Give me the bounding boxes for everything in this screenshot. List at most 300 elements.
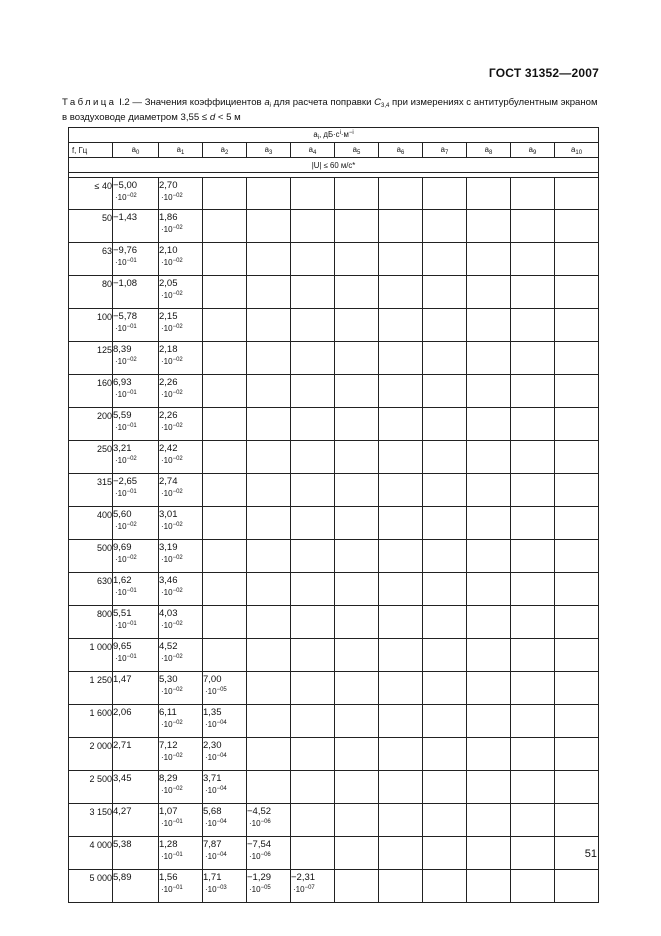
table-row	[69, 243, 599, 276]
coefficient-cell: −1,29 $\cdot 10^{-05}$	[247, 870, 291, 903]
coefficient-cell	[247, 178, 291, 210]
coefficient-cell	[423, 178, 467, 210]
frequency-cell: 5 000	[69, 870, 113, 903]
frequency-cell: 500	[69, 540, 113, 573]
caption-sub: i	[269, 103, 271, 109]
coefficient-cell	[423, 573, 467, 606]
coefficient-cell	[423, 606, 467, 639]
coefficient-cell: 2,10 $\cdot 10^{-02}$	[159, 243, 203, 276]
coefficient-cell	[555, 178, 599, 210]
coefficient-cell: 2,71	[113, 738, 159, 771]
coefficient-cell	[203, 441, 247, 474]
coefficient-cell: 5,30 $\cdot 10^{-02}$	[159, 672, 203, 705]
coefficient-cell	[291, 738, 335, 771]
coefficient-cell	[467, 870, 511, 903]
coefficient-cell: 7,12 $\cdot 10^{-02}$	[159, 738, 203, 771]
coefficient-cell	[335, 804, 379, 837]
caption-var: d	[209, 112, 216, 123]
coefficient-cell	[247, 705, 291, 738]
coefficient-cell	[511, 738, 555, 771]
coefficient-cell	[203, 573, 247, 606]
coefficient-cell: 3,19 $\cdot 10^{-02}$	[159, 540, 203, 573]
coefficient-cell	[555, 870, 599, 903]
coefficient-cell: 1,86 $\cdot 10^{-02}$	[159, 210, 203, 243]
coefficient-cell	[203, 375, 247, 408]
coefficient-cell	[335, 178, 379, 210]
coefficient-cell	[423, 243, 467, 276]
table-body	[69, 178, 599, 903]
coefficient-cell	[203, 507, 247, 540]
coefficient-cell	[511, 441, 555, 474]
caption-var: a	[264, 97, 270, 108]
coefficient-cell	[423, 342, 467, 375]
coefficient-cell	[467, 672, 511, 705]
coefficient-cell	[511, 342, 555, 375]
coefficient-cell	[247, 441, 291, 474]
coefficient-cell	[379, 342, 423, 375]
frequency-cell: 3 150	[69, 804, 113, 837]
coefficient-cell	[335, 639, 379, 672]
coefficient-cell	[291, 210, 335, 243]
coefficient-cell: 3,46 $\cdot 10^{-02}$	[159, 573, 203, 606]
coefficient-cell	[423, 738, 467, 771]
coefficient-cell	[291, 276, 335, 309]
coefficient-cell	[423, 210, 467, 243]
coefficient-cell: 9,65 $\cdot 10^{-01}$	[113, 639, 159, 672]
coefficient-cell	[511, 705, 555, 738]
coefficient-cell	[555, 243, 599, 276]
coefficient-cell	[555, 507, 599, 540]
coefficient-cell	[379, 441, 423, 474]
caption-text: при измерениях с антитурбулентным экраном в воздуховоде диаметром 3,55 ≤	[62, 97, 598, 123]
caption-text: < 5 м	[215, 112, 241, 123]
coefficient-cell	[379, 408, 423, 441]
coefficient-cell: 8,29 $\cdot 10^{-02}$	[159, 771, 203, 804]
coefficient-cell	[511, 606, 555, 639]
frequency-cell: 1 250	[69, 672, 113, 705]
frequency-cell: 4 000	[69, 837, 113, 870]
column-header-f: f, Гц	[69, 143, 113, 158]
coefficient-cell	[203, 408, 247, 441]
coefficient-cell: 3,45	[113, 771, 159, 804]
coefficient-cell: 2,74 $\cdot 10^{-02}$	[159, 474, 203, 507]
coefficient-cell	[291, 375, 335, 408]
coefficient-cell	[291, 837, 335, 870]
coefficient-cell	[247, 309, 291, 342]
coefficient-cell	[467, 178, 511, 210]
table-row	[69, 375, 599, 408]
coefficient-cell	[423, 804, 467, 837]
table-row	[69, 771, 599, 804]
coefficient-cell	[379, 738, 423, 771]
coefficient-cell	[291, 178, 335, 210]
frequency-cell: 50	[69, 210, 113, 243]
table-row	[69, 837, 599, 870]
coefficient-cell	[335, 606, 379, 639]
coefficient-cell	[555, 441, 599, 474]
coefficient-cell	[291, 243, 335, 276]
coefficient-cell	[247, 408, 291, 441]
coefficient-cell	[203, 243, 247, 276]
coefficient-cell: −2,31 $\cdot 10^{-07}$	[291, 870, 335, 903]
coefficient-cell	[511, 771, 555, 804]
coefficient-cell	[379, 573, 423, 606]
caption-text: для расчета поправки	[271, 97, 375, 108]
condition-row: |U| ≤ 60 м/с*	[69, 158, 599, 173]
coefficient-cell	[335, 474, 379, 507]
coefficient-cell	[335, 375, 379, 408]
coefficient-cell	[379, 276, 423, 309]
coefficient-cell	[247, 573, 291, 606]
table-row	[69, 540, 599, 573]
coefficient-cell: −9,76 $\cdot 10^{-01}$	[113, 243, 159, 276]
coefficient-cell	[511, 672, 555, 705]
coefficient-cell	[335, 210, 379, 243]
coefficient-cell: 2,26 $\cdot 10^{-02}$	[159, 408, 203, 441]
coefficient-cell	[203, 276, 247, 309]
coefficient-cell	[291, 342, 335, 375]
column-header-a7: $a_7$	[423, 143, 467, 158]
coefficient-cell	[379, 243, 423, 276]
coefficient-cell	[555, 540, 599, 573]
coefficient-cell	[511, 276, 555, 309]
coefficient-cell	[555, 408, 599, 441]
coefficient-cell	[291, 441, 335, 474]
coefficient-cell	[335, 408, 379, 441]
column-header-a10: $a_{10}$	[555, 143, 599, 158]
coefficient-cell	[379, 804, 423, 837]
coefficient-cell: 2,18 $\cdot 10^{-02}$	[159, 342, 203, 375]
coefficient-cell	[467, 441, 511, 474]
coefficient-cell	[423, 375, 467, 408]
coefficient-cell	[247, 507, 291, 540]
frequency-cell: 100	[69, 309, 113, 342]
coefficient-cell: 2,42 $\cdot 10^{-02}$	[159, 441, 203, 474]
coefficient-cell	[291, 672, 335, 705]
coefficient-cell	[335, 507, 379, 540]
coefficient-cell	[335, 243, 379, 276]
frequency-cell: 63	[69, 243, 113, 276]
coefficient-cell	[379, 606, 423, 639]
coefficient-cell	[203, 178, 247, 210]
coefficient-cell	[247, 672, 291, 705]
caption-label: Таблица	[62, 97, 117, 108]
coefficient-cell	[467, 540, 511, 573]
coefficient-cell	[511, 309, 555, 342]
coefficient-cell	[511, 243, 555, 276]
coefficient-cell: 1,71 $\cdot 10^{-03}$	[203, 870, 247, 903]
coefficient-cell: −1,08	[113, 276, 159, 309]
coefficient-cell	[379, 870, 423, 903]
table-row	[69, 408, 599, 441]
coefficient-cell	[379, 507, 423, 540]
coefficient-cell	[555, 672, 599, 705]
coefficient-cell	[379, 474, 423, 507]
frequency-cell: 1 600	[69, 705, 113, 738]
frequency-cell: 800	[69, 606, 113, 639]
coefficient-cell	[335, 540, 379, 573]
coefficient-cell: 1,35 $\cdot 10^{-04}$	[203, 705, 247, 738]
coefficient-cell: 1,28 $\cdot 10^{-01}$	[159, 837, 203, 870]
coefficient-cell	[291, 804, 335, 837]
table-row	[69, 606, 599, 639]
table-row	[69, 309, 599, 342]
coefficient-cell: 7,87 $\cdot 10^{-04}$	[203, 837, 247, 870]
coefficient-cell: 1,07 $\cdot 10^{-01}$	[159, 804, 203, 837]
coefficient-cell: 5,38	[113, 837, 159, 870]
coefficient-cell	[467, 342, 511, 375]
coefficient-cell	[291, 705, 335, 738]
table-row	[69, 573, 599, 606]
coefficient-cell: −7,54 $\cdot 10^{-06}$	[247, 837, 291, 870]
coefficient-cell	[423, 309, 467, 342]
frequency-cell: 80	[69, 276, 113, 309]
coefficient-cell	[291, 507, 335, 540]
coefficient-cell: −4,52 $\cdot 10^{-06}$	[247, 804, 291, 837]
coefficient-cell	[203, 540, 247, 573]
coefficient-cell	[203, 474, 247, 507]
coefficient-cell	[467, 837, 511, 870]
table-row	[69, 672, 599, 705]
coefficient-cell	[467, 606, 511, 639]
coefficient-cell	[555, 309, 599, 342]
table-row	[69, 639, 599, 672]
coefficient-cell	[423, 771, 467, 804]
frequency-cell: 400	[69, 507, 113, 540]
table-row	[69, 474, 599, 507]
coefficient-cell: 3,71 $\cdot 10^{-04}$	[203, 771, 247, 804]
coefficient-cell	[203, 210, 247, 243]
coefficient-cell	[335, 573, 379, 606]
frequency-cell: 160	[69, 375, 113, 408]
coefficient-cell	[423, 672, 467, 705]
coefficient-cell	[555, 210, 599, 243]
coefficient-cell	[423, 474, 467, 507]
coefficient-cell: 9,69 $\cdot 10^{-02}$	[113, 540, 159, 573]
coefficient-cell	[247, 606, 291, 639]
coefficient-cell	[511, 474, 555, 507]
coefficient-cell: 2,15 $\cdot 10^{-02}$	[159, 309, 203, 342]
table-row	[69, 804, 599, 837]
coefficient-cell	[467, 375, 511, 408]
coefficient-cell	[247, 474, 291, 507]
coefficient-cell	[467, 771, 511, 804]
coefficient-cell	[203, 606, 247, 639]
coefficient-cell: 6,93 $\cdot 10^{-01}$	[113, 375, 159, 408]
coefficient-cell: 5,68 $\cdot 10^{-04}$	[203, 804, 247, 837]
frequency-cell: 125	[69, 342, 113, 375]
caption-number: I.2	[119, 97, 130, 108]
coefficient-cell	[511, 540, 555, 573]
coefficient-cell: 3,01 $\cdot 10^{-02}$	[159, 507, 203, 540]
coefficient-cell	[511, 408, 555, 441]
coefficient-cell: 5,60 $\cdot 10^{-02}$	[113, 507, 159, 540]
coefficient-cell	[291, 309, 335, 342]
coefficient-cell	[291, 771, 335, 804]
coefficient-cell	[467, 507, 511, 540]
coefficient-cell	[555, 771, 599, 804]
table-row	[69, 507, 599, 540]
coefficient-cell: 5,59 $\cdot 10^{-01}$	[113, 408, 159, 441]
coefficient-cell	[511, 507, 555, 540]
table-row	[69, 870, 599, 903]
coefficient-cell	[511, 870, 555, 903]
page-number: 51	[584, 848, 597, 860]
coefficient-cell	[511, 375, 555, 408]
frequency-cell: 315	[69, 474, 113, 507]
coefficient-cell	[467, 573, 511, 606]
coefficient-cell	[335, 870, 379, 903]
table-row	[69, 738, 599, 771]
column-header-a5: $a_5$	[335, 143, 379, 158]
coefficient-cell: 2,30 $\cdot 10^{-04}$	[203, 738, 247, 771]
column-header-a1: $a_1$	[159, 143, 203, 158]
coefficient-cell	[379, 210, 423, 243]
coefficient-cell	[467, 474, 511, 507]
table-row	[69, 342, 599, 375]
coefficient-cell	[555, 474, 599, 507]
coefficient-cell: 3,21 $\cdot 10^{-02}$	[113, 441, 159, 474]
coefficient-cell	[247, 771, 291, 804]
coefficient-cell: −2,65 $\cdot 10^{-01}$	[113, 474, 159, 507]
coefficient-cell	[555, 606, 599, 639]
coefficient-cell	[335, 837, 379, 870]
coefficient-cell: 5,51 $\cdot 10^{-01}$	[113, 606, 159, 639]
coefficient-cell	[555, 738, 599, 771]
coefficient-cell	[335, 276, 379, 309]
caption-var: C	[374, 97, 382, 108]
coefficient-cell	[247, 210, 291, 243]
coefficient-cell	[423, 870, 467, 903]
table-row	[69, 178, 599, 210]
coefficient-cell	[423, 705, 467, 738]
frequency-cell: 2 500	[69, 771, 113, 804]
coefficient-cell: 4,52 $\cdot 10^{-02}$	[159, 639, 203, 672]
coefficient-cell	[467, 276, 511, 309]
coefficient-cell	[379, 837, 423, 870]
coefficient-cell	[511, 837, 555, 870]
coefficient-cell	[467, 639, 511, 672]
coefficient-cell	[247, 639, 291, 672]
coefficient-cell: 2,70 $\cdot 10^{-02}$	[159, 178, 203, 210]
coefficient-cell	[467, 738, 511, 771]
caption-sub: 3,4	[381, 103, 390, 109]
coefficient-cell	[423, 408, 467, 441]
caption-text: — Значения коэффициентов	[129, 97, 265, 108]
coefficient-cell	[555, 804, 599, 837]
coefficient-cell	[467, 210, 511, 243]
coefficient-cell	[423, 837, 467, 870]
coefficient-cell	[423, 540, 467, 573]
column-header-a0: $a_0$	[113, 143, 159, 158]
coefficient-cell	[555, 639, 599, 672]
coefficient-cell: −1,43	[113, 210, 159, 243]
coefficient-cell: 1,47	[113, 672, 159, 705]
coefficient-cell	[423, 507, 467, 540]
table-row	[69, 210, 599, 243]
coefficient-cell	[555, 342, 599, 375]
coefficient-cell: 6,11 $\cdot 10^{-02}$	[159, 705, 203, 738]
coefficient-cell	[511, 573, 555, 606]
coefficient-cell	[555, 276, 599, 309]
column-header-a6: $a_6$	[379, 143, 423, 158]
frequency-cell: 200	[69, 408, 113, 441]
coefficient-cell	[203, 309, 247, 342]
column-header-a4: $a_4$	[291, 143, 335, 158]
table-row	[69, 276, 599, 309]
coefficient-cell: 4,27	[113, 804, 159, 837]
coefficient-cell: 5,89	[113, 870, 159, 903]
coefficient-cell	[379, 178, 423, 210]
coefficient-cell	[379, 672, 423, 705]
coefficient-cell	[247, 243, 291, 276]
coefficient-cell	[511, 804, 555, 837]
coefficient-cell: 2,26 $\cdot 10^{-02}$	[159, 375, 203, 408]
table-row	[69, 705, 599, 738]
frequency-cell: 250	[69, 441, 113, 474]
table-caption	[62, 97, 600, 123]
coefficient-cell	[335, 342, 379, 375]
coefficient-cell	[379, 771, 423, 804]
frequency-cell: 1 000	[69, 639, 113, 672]
coefficient-cell	[379, 309, 423, 342]
coefficient-cell	[511, 210, 555, 243]
column-header-a3: $a_3$	[247, 143, 291, 158]
frequency-cell: 630	[69, 573, 113, 606]
coefficient-cell	[247, 738, 291, 771]
coefficient-cell	[467, 804, 511, 837]
coefficient-cell: 8,39 $\cdot 10^{-02}$	[113, 342, 159, 375]
document-id: ГОСТ 31352—2007	[488, 66, 599, 80]
coefficient-cell	[379, 540, 423, 573]
coefficient-cell	[247, 276, 291, 309]
coefficient-cell	[467, 408, 511, 441]
coefficient-cell	[247, 540, 291, 573]
coefficient-cell: 4,03 $\cdot 10^{-02}$	[159, 606, 203, 639]
coefficient-cell	[335, 672, 379, 705]
coefficient-cell	[423, 639, 467, 672]
coefficient-cell	[291, 573, 335, 606]
coefficient-cell	[291, 639, 335, 672]
coefficient-cell	[203, 639, 247, 672]
coefficient-cell	[467, 243, 511, 276]
coefficient-cell	[335, 441, 379, 474]
coefficient-cell	[379, 375, 423, 408]
column-header-a9: $a_9$	[511, 143, 555, 158]
coefficient-cell: −5,00 $\cdot 10^{-02}$	[113, 178, 159, 210]
coefficient-cell	[247, 342, 291, 375]
coefficient-cell	[423, 276, 467, 309]
coefficient-cell	[555, 375, 599, 408]
column-header-a2: $a_2$	[203, 143, 247, 158]
coefficient-cell	[291, 408, 335, 441]
coefficient-cell	[379, 639, 423, 672]
coefficient-cell: 1,62 $\cdot 10^{-01}$	[113, 573, 159, 606]
coefficient-cell: 7,00 $\cdot 10^{-05}$	[203, 672, 247, 705]
coefficient-cell	[511, 178, 555, 210]
frequency-cell: ≤ 40	[69, 178, 113, 210]
coefficient-cell	[379, 705, 423, 738]
coefficient-cell	[467, 705, 511, 738]
coefficient-cell	[335, 309, 379, 342]
coefficient-cell	[423, 441, 467, 474]
frequency-cell: 2 000	[69, 738, 113, 771]
table-row	[69, 441, 599, 474]
coefficient-cell	[467, 309, 511, 342]
coefficient-cell	[555, 573, 599, 606]
coefficient-cell	[291, 540, 335, 573]
coefficient-cell	[335, 771, 379, 804]
